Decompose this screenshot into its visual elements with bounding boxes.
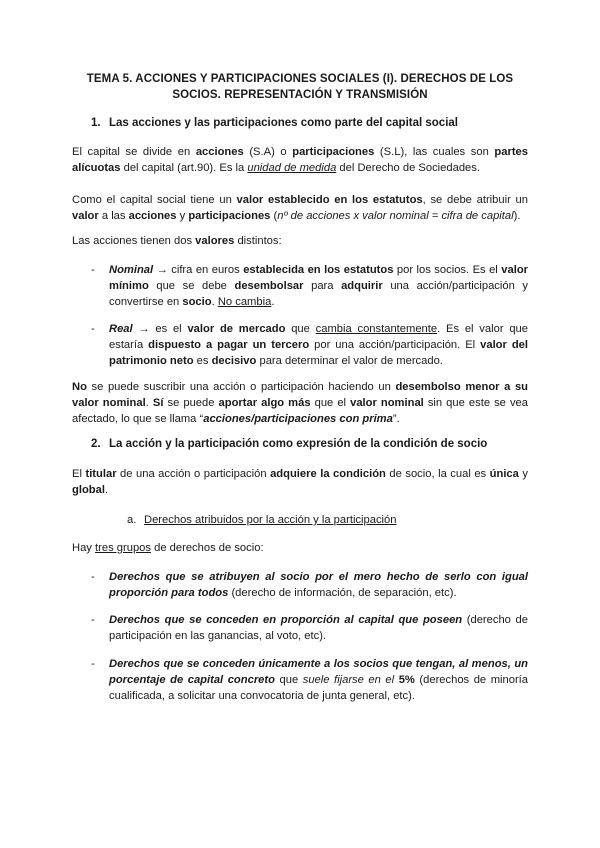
text: (derechos de minoría cualificada, a solicitar una convocatoria de junta general, etc). bbox=[109, 674, 528, 703]
list-item-text bbox=[109, 321, 528, 370]
text: para determinar el valor de mercado. bbox=[256, 355, 443, 368]
underlined-text: unidad de medida bbox=[247, 162, 337, 175]
text: que el bbox=[310, 397, 351, 410]
text: . bbox=[145, 397, 153, 410]
text: sin que este se vea afectado, lo que se llama “ bbox=[72, 397, 528, 426]
italic-text: suele fijarse en el bbox=[302, 674, 395, 687]
bold-text: establecida en los estatutos bbox=[243, 264, 394, 276]
text: El capital se divide en bbox=[72, 146, 196, 158]
text: (derecho de participación en las ganancias, al voto, etc). bbox=[109, 614, 528, 643]
text: . bbox=[211, 296, 218, 309]
text: ”. bbox=[392, 413, 400, 426]
bold-text: dispuesto a pagar un tercero bbox=[148, 339, 310, 352]
text: que bbox=[285, 323, 316, 335]
bullet-dash: - bbox=[91, 658, 95, 670]
text: . bbox=[104, 484, 109, 497]
bold-text: valor nominal bbox=[350, 397, 424, 410]
text: y bbox=[176, 210, 189, 223]
bold-text: desembolsar bbox=[234, 280, 304, 293]
text: distintos: bbox=[234, 235, 282, 247]
bold-text: acciones bbox=[195, 146, 244, 158]
bold-text: partes alícuotas bbox=[72, 146, 528, 175]
bold-text: acciones bbox=[128, 210, 177, 223]
subsection-title: Derechos atribuidos por la acción y la participación bbox=[144, 514, 397, 526]
paragraph-dos-valores bbox=[72, 233, 528, 249]
bold-text: aportar algo más bbox=[218, 397, 311, 410]
section-number: 2. bbox=[91, 438, 101, 450]
bold-text: No bbox=[72, 381, 87, 393]
text: (S.L), las cuales son bbox=[374, 146, 495, 158]
paragraph-desembolso bbox=[72, 379, 528, 428]
bold-text: valor establecido en los estatutos bbox=[236, 194, 423, 206]
text: El bbox=[72, 468, 86, 480]
bold-text: adquirir bbox=[341, 280, 383, 293]
text: ). bbox=[513, 210, 521, 223]
bold-italic-text: acciones/participaciones con prima bbox=[203, 413, 393, 426]
bold-text: valor mínimo bbox=[109, 264, 529, 293]
text: Hay bbox=[72, 542, 96, 554]
text: , se debe atribuir un bbox=[422, 194, 528, 206]
bold-text: valor del patrimonio neto bbox=[109, 339, 528, 368]
text: para bbox=[303, 280, 342, 293]
italic-text: nº de acciones x valor nominal = cifra de capital bbox=[277, 210, 514, 223]
bold-italic-text: Derechos que se conceden en proporción al capital que poseen bbox=[109, 614, 463, 626]
paragraph-tres-grupos bbox=[72, 540, 528, 556]
underlined-text: No cambia bbox=[217, 296, 272, 309]
list-item-nominal bbox=[91, 262, 528, 311]
text: y bbox=[518, 468, 528, 480]
underlined-text: tres grupos bbox=[95, 542, 151, 554]
bold-text: titular bbox=[85, 468, 117, 480]
text: es bbox=[193, 355, 212, 368]
list-item-derechos-iguales bbox=[91, 569, 528, 601]
bold-text: valores bbox=[195, 235, 235, 247]
bold-italic-text: Nominal bbox=[109, 264, 154, 276]
section-2-heading bbox=[91, 437, 487, 452]
text: . bbox=[271, 296, 275, 309]
list-item-text bbox=[109, 656, 528, 705]
text: por una acción/participación. El bbox=[309, 339, 481, 352]
bold-text: global bbox=[72, 484, 105, 497]
list-item-text bbox=[109, 612, 528, 644]
text: de socio, la cual es bbox=[385, 468, 490, 480]
list-item-text bbox=[109, 262, 528, 311]
section-1-heading bbox=[91, 116, 458, 131]
bold-text: participaciones bbox=[188, 210, 271, 223]
subsection-a-heading bbox=[127, 513, 396, 528]
text: ( bbox=[270, 210, 278, 223]
list-item-derechos-proporcionales bbox=[91, 612, 528, 644]
text: de derechos de socio: bbox=[150, 542, 264, 554]
text: de una acción o participación bbox=[116, 468, 271, 480]
bullet-dash: - bbox=[91, 264, 95, 276]
paragraph-capital-division bbox=[72, 144, 528, 176]
bold-italic-text: Derechos que se conceden únicamente a los socios que tengan, al menos, un porcentaje de capital concreto bbox=[109, 658, 528, 687]
section-title: Las acciones y las participaciones como parte del capital social bbox=[109, 117, 458, 129]
bold-text: Sí bbox=[152, 397, 164, 410]
bold-text: decisivo bbox=[211, 355, 257, 368]
text: que bbox=[274, 674, 303, 687]
bold-text: socio bbox=[182, 296, 212, 309]
text: (derecho de información, de separación, etc). bbox=[228, 587, 457, 600]
paragraph-valor-estatutos bbox=[72, 192, 528, 224]
section-title: La acción y la participación como expresión de la condición de socio bbox=[109, 438, 488, 450]
section-number: 1. bbox=[91, 117, 101, 129]
list-item-derechos-minoria bbox=[91, 656, 528, 705]
document-title: TEMA 5. ACCIONES Y PARTICIPACIONES SOCIALES (I). DERECHOS DE LOS SOCIOS. REPRESENTACIÓN Y TRANSMISIÓN bbox=[86, 73, 514, 101]
bold-text: adquiere la condición bbox=[270, 468, 386, 480]
bold-text: única bbox=[489, 468, 519, 480]
text: que se debe bbox=[148, 280, 235, 293]
text: por los socios. Es el bbox=[393, 264, 502, 276]
text: → cifra en euros bbox=[153, 264, 244, 276]
text: → es el bbox=[132, 323, 188, 335]
bold-text: valor bbox=[72, 210, 99, 223]
text: a las bbox=[98, 210, 129, 223]
text: del capital (art.90). Es la bbox=[120, 162, 248, 175]
list-item-text bbox=[109, 569, 528, 601]
paragraph-titular bbox=[72, 466, 528, 498]
bold-text: valor de mercado bbox=[187, 323, 286, 335]
text: . Es el valor que estaría bbox=[109, 323, 528, 352]
text: una acción/participación y convertirse en bbox=[109, 280, 528, 309]
bullet-dash: - bbox=[91, 323, 95, 335]
bullet-dash: - bbox=[91, 614, 95, 626]
subsection-letter: a. bbox=[127, 514, 137, 526]
bold-text: participaciones bbox=[292, 146, 375, 158]
text: se puede suscribir una acción o participación haciendo un bbox=[86, 381, 396, 393]
text: Las acciones tienen dos bbox=[72, 235, 196, 247]
text: Como el capital social tiene un bbox=[72, 194, 237, 206]
text: del Derecho de Sociedades. bbox=[336, 162, 480, 175]
bullet-dash: - bbox=[91, 571, 95, 583]
underlined-text: cambia constantemente bbox=[315, 323, 438, 335]
bold-italic-text: Real bbox=[109, 323, 133, 335]
bold-text: 5% bbox=[398, 674, 415, 687]
list-item-real bbox=[91, 321, 528, 370]
bold-text: desembolso menor a su valor nominal bbox=[72, 381, 528, 410]
bold-italic-text: Derechos que se atribuyen al socio por el mero hecho de serlo con igual proporción para todos bbox=[109, 571, 528, 600]
text: se puede bbox=[163, 397, 219, 410]
text: (S.A) o bbox=[243, 146, 293, 158]
